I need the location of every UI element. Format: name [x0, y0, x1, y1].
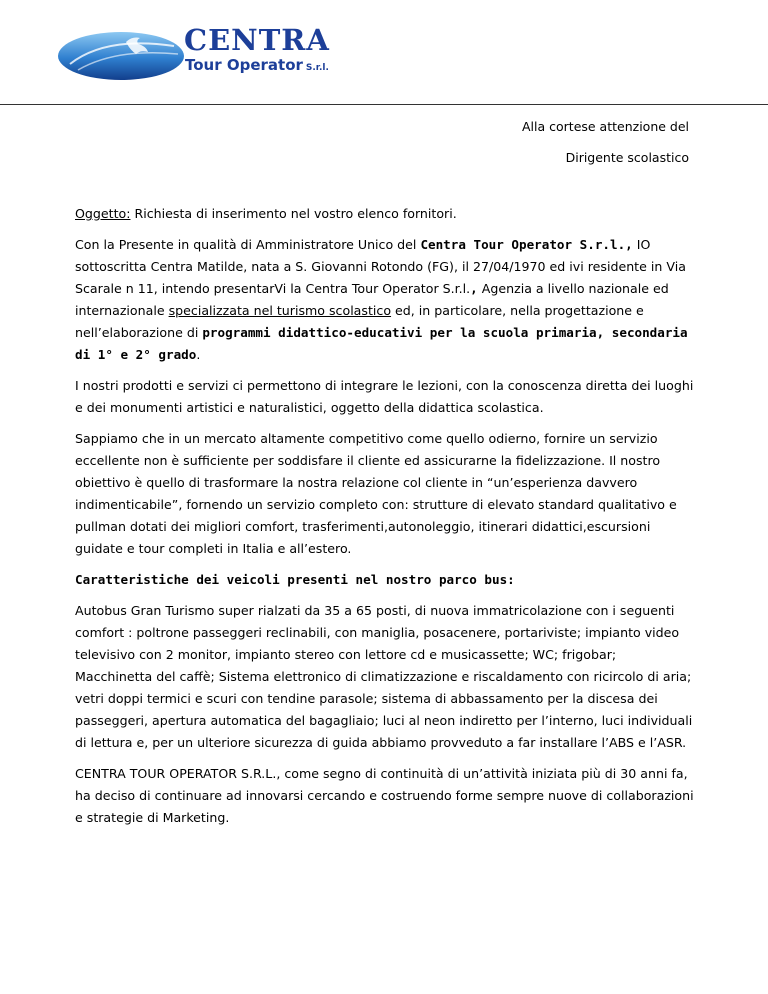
logo-sub-text: Tour Operator: [185, 56, 303, 74]
logo-srl: S.r.l.: [305, 63, 329, 73]
heading-text: Caratteristiche dei veicoli presenti nel nostro parco bus:: [75, 572, 515, 587]
para1-text-4: ed, in particolare, nella progettazione e nell’elaborazione di: [75, 303, 644, 340]
paragraph-vehicles: Autobus Gran Turismo super rialzati da 35 a 65 posti, di nuova immatricolazione con i seguenti comfort : poltrone passeggeri reclinabili, con maniglia, posacenere, portariviste; impianto video televisivo con 2 monitor, impianto stereo con lettore cd e musicassette; WC; frigobar; Macchinetta del caffè; Sistema elettronico di climatizzazione e riscaldamento con ricircolo di aria; vetri doppi termici e scuri con tendine parasole; sistema di abbassamento per la discesa dei passeggeri, apertura automatica del bagagliaio; luci al neon indiretto per l’interno, luci individuali di lettura e, per un ulteriore sicurezza di guida abbiamo provveduto a far installare l’ABS e l’ASR.: [75, 603, 693, 750]
paragraph-market: Sappiamo che in un mercato altamente competitivo come quello odierno, fornire un servizio eccellente non è sufficiente per soddisfare il cliente ed assicurarne la fidelizzazione. Il nostro obiettivo è quello di trasformare la nostra relazione col cliente in “un’esperienza davvero indimenticabile”, fornendo un servizio completo con: strutture di elevato standard qualitativo e pullman dotati dei migliori comfort, trasferimenti,autonoleggio, itinerari didattici,escursioni guidate e tour completi in Italia e all’estero.: [75, 431, 677, 556]
subject-line: [75, 203, 697, 225]
paragraph-introduction: [75, 234, 697, 366]
programs-bold: programmi didattico-educativi per la scuola primaria, secondaria di 1° e 2° grado: [75, 325, 688, 362]
specialized-underlined: specializzata nel turismo scolastico: [168, 303, 392, 318]
para1-end: .: [196, 347, 201, 362]
subject-text: Richiesta di inserimento nel vostro elenco fornitori.: [130, 206, 457, 221]
para1-text-1: Con la Presente in qualità di Amministratore Unico del: [75, 237, 421, 252]
header-divider: [0, 104, 768, 105]
recipient-line-2: Dirigente scolastico: [565, 150, 689, 165]
paragraph-products: I nostri prodotti e servizi ci permettono di integrare le lezioni, con la conoscenza diretta dei luoghi e dei monumenti artistici e naturalistici, oggetto della didattica scolastica.: [75, 378, 694, 415]
recipient-line-1: Alla cortese attenzione del: [522, 119, 689, 134]
paragraph-closing: CENTRA TOUR OPERATOR S.R.L., come segno di continuità di un’attività iniziata più di 30 anni fa, ha deciso di continuare ad innovarsi cercando e costruendo forme sempre nuove di collaborazioni e strategie di Marketing.: [75, 766, 694, 825]
section-heading: [75, 569, 697, 591]
company-logo: [56, 20, 336, 90]
logo-emblem-icon: [56, 28, 186, 82]
company-name-bold: Centra Tour Operator S.r.l.,: [420, 237, 633, 252]
para1-text-2: IO sottoscritta Centra Matilde, nata a S. Giovanni Rotondo (FG), il 27/04/1970 ed ivi residente in Via Scarale n 11, intendo presentarVi la Centra Tour Operator S.r.l.: [75, 237, 686, 296]
subject-label: Oggetto:: [75, 206, 131, 221]
letter-body: [75, 203, 697, 838]
logo-subtitle: [185, 58, 329, 73]
logo-name: CENTRA: [184, 23, 330, 57]
para1-comma: ,: [470, 281, 478, 296]
para1-text-3: Agenzia a livello nazionale ed internazionale: [75, 281, 669, 318]
